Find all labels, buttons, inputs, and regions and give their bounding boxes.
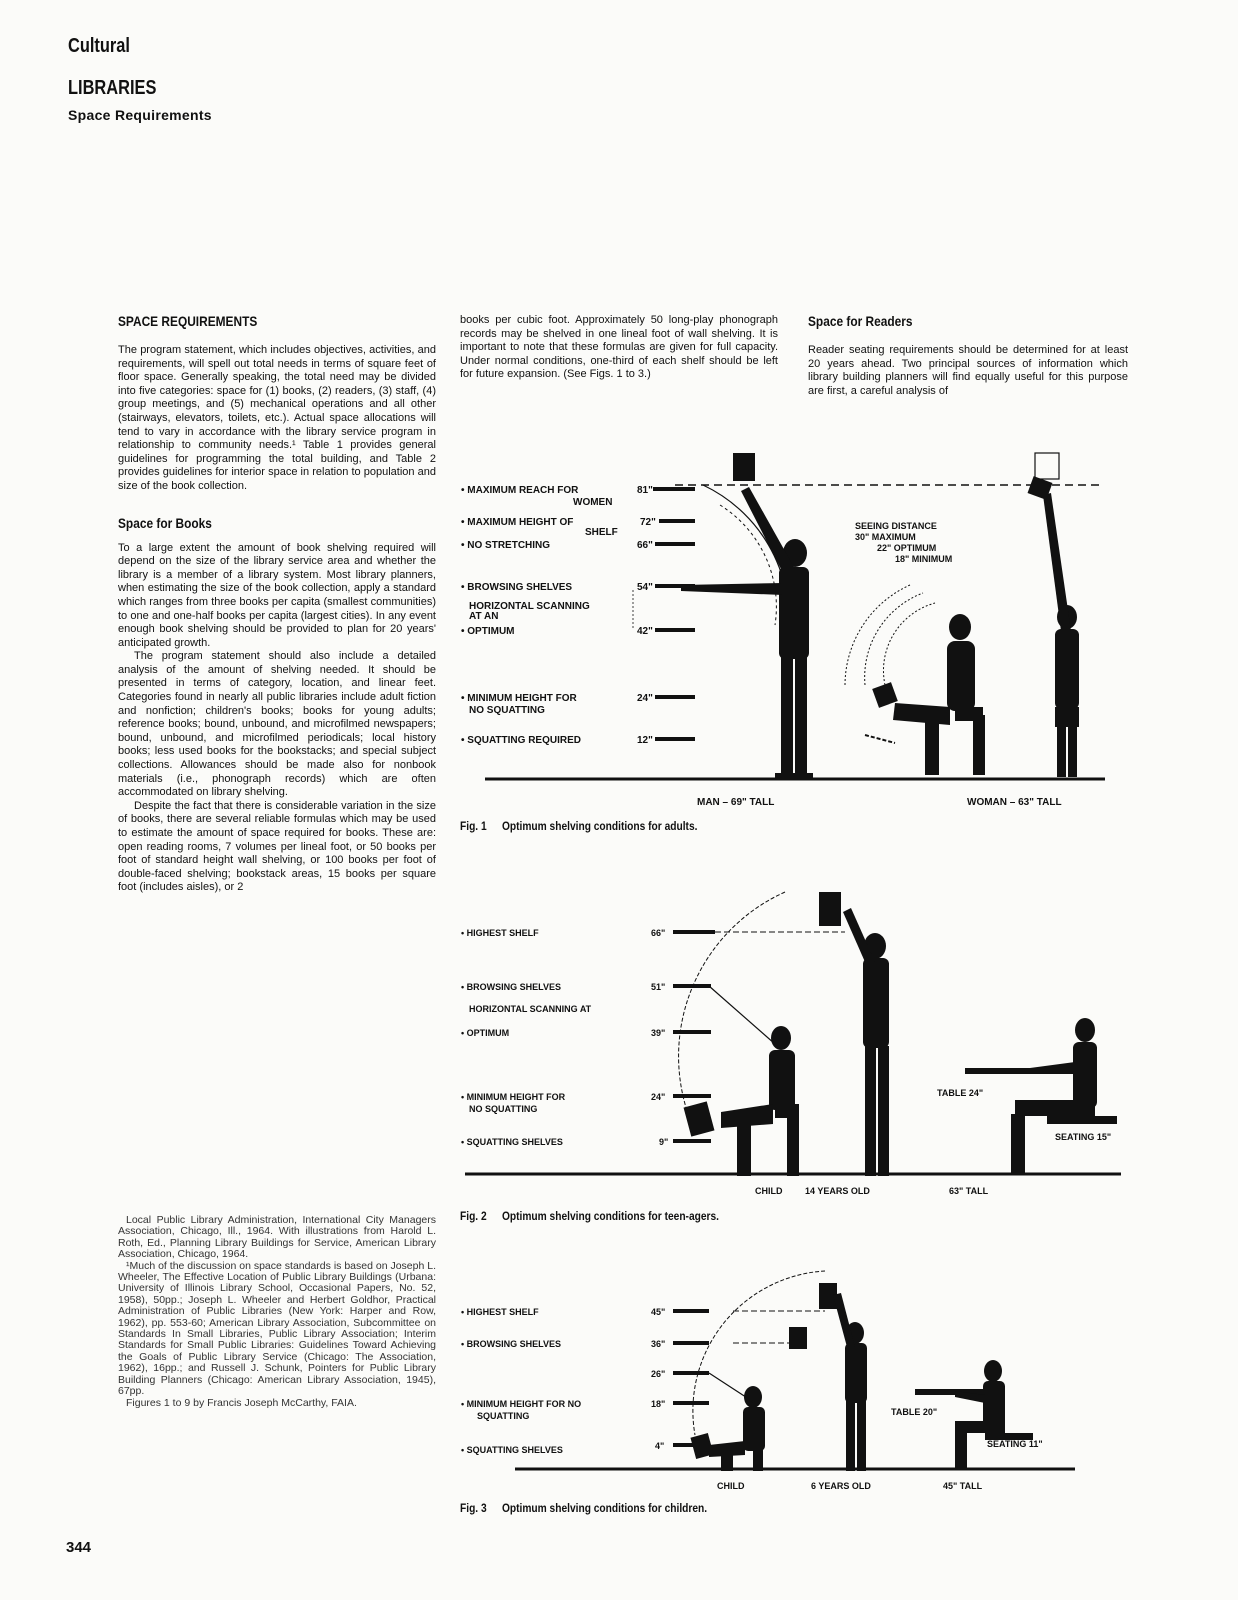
label-no-squatting: NO SQUATTING [469,705,545,716]
seeing-arc-3 [883,603,935,685]
child-silhouette [833,1293,867,1471]
label-squatting-required: • SQUATTING REQUIRED [461,735,581,746]
dim-26: 26" [651,1369,666,1379]
book-icon [819,892,841,926]
teen-silhouette [843,908,889,1176]
label-shelf: SHELF [585,527,618,538]
label-no-squatting: NO SQUATTING [469,1104,538,1114]
table-label: TABLE 20" [891,1407,938,1417]
kneeling-child-silhouette [684,1026,799,1176]
label-squatting-shelves: • SQUATTING SHELVES [461,1445,563,1455]
heading-space-for-readers: Space for Readers [808,313,913,329]
child-label: CHILD [717,1481,745,1491]
label-no-stretching: • NO STRETCHING [461,540,551,551]
book-outline-icon [1035,453,1059,479]
column-3 [808,314,1128,398]
paragraph: The program statement should also include a detailed analysis of the amount of shelving needed. It should be presented in terms of category, location, and linear feet. Categories found in nearly all public libraries include adult fiction and nonfiction; children's books; books for young adults; reference books; bound, unbound, and microfilmed newspapers; bound, unbound, and microfilmed periodicals; local history books; less used books for the bookstacks; and special subject collections. Allowances should be made also for nonbook materials (i.e., phonograph records) which are often accommodated on library shelving. [118,650,436,799]
dim-72: 72" [640,517,656,528]
woman-silhouette [1028,476,1079,777]
dim-24: 24" [651,1092,666,1102]
label-min-height: • MINIMUM HEIGHT FOR [461,693,577,704]
dim-42: 42" [637,626,653,637]
paragraph: Reader seating requirements should be determined for at least 20 years ahead. Two principal sources of information which library building planners will find equally useful for this purpose are first, a careful analysis of [808,344,1128,397]
dim-4: 4" [655,1441,665,1451]
seating-label: SEATING 11" [987,1439,1043,1449]
dim-18: 18" [651,1399,666,1409]
label-optimum: • OPTIMUM [461,1028,510,1038]
dim-24: 24" [637,693,653,704]
shelf-markers [673,1311,709,1445]
seeing-max: 30" MAXIMUM [855,532,916,542]
dim-66: 66" [637,540,653,551]
caption-number: Fig. 3 [460,1501,487,1515]
heading-space-for-books: Space for Books [118,514,212,531]
seeing-arc-2 [865,593,923,685]
paragraph: To a large extent the amount of book shelving required will depend on the size of the library service area and whether the library is a member of a library system. Most library planners, when estimating the size of the book collection, apply a standard which ranges from three books per capita (smallest communities) to one and one-half books per capita (largest cities). In any event enough book shelving should be provided to plan for 20 years' anticipated growth. [118,541,436,649]
footnote: ¹Much of the discussion on space standards is based on Joseph L. Wheeler, The Effective Location of Public Library Buildings (Urbana: University of Illinois Library School, Occasional Papers, No. 52, 1958), 50pp.; Joseph L. Wheeler and Herbert Goldhor, Practical Administration of Public Libraries (New York: Harper and Row, 1962), pp. 553-60; American Library Association, Subcommittee on Standards In Small Libraries, Public Library Association; Interim Standards for Small Public Libraries: Guidelines Toward Achieving the Goals of Public Library Service (Chicago: The Association, 1962), 16pp.; and Russell J. Schunk, Pointers for Public Library Building Planners (Chicago: American Library Association, 1945), 67pp. [118,1259,436,1398]
label-min-height: • MINIMUM HEIGHT FOR [461,1092,566,1102]
label-min-height: • MINIMUM HEIGHT FOR NO [461,1399,582,1409]
figure-3-illustration [455,1265,1095,1501]
dim-66: 66" [651,928,666,938]
figure-2-caption [460,1210,719,1222]
dim-45: 45" [651,1307,666,1317]
paragraph: books per cubic foot. Approximately 50 long-play phonograph records may be shelved in one lineal foot of wall shelving. It is important to note that these formulas are given for full capacity. Under normal conditions, one-third of each shelf should be left for future expansion. (See Figs. 1 to 3.) [460,314,778,381]
table-label: TABLE 24" [937,1088,984,1098]
woman-height: WOMAN – 63" TALL [967,797,1062,808]
label-highest: • HIGHEST SHELF [461,928,539,938]
heading-space-requirements: SPACE REQUIREMENTS [118,313,258,329]
caption-text: Optimum shelving conditions for children. [501,1501,708,1515]
page-subtitle: Space Requirements [68,107,212,123]
man-silhouette [681,487,813,779]
age-label: 6 YEARS OLD [811,1481,871,1491]
label-at-an: AT AN [469,611,499,622]
label-browsing: • BROWSING SHELVES [461,1339,561,1349]
dim-12: 12" [637,735,653,746]
child-label: CHILD [755,1186,783,1196]
seeing-opt: 22" OPTIMUM [877,543,937,553]
page-title: LIBRARIES [68,77,157,99]
kneeling-child-silhouette [690,1386,765,1471]
label-highest: • HIGHEST SHELF [461,1307,539,1317]
figure-3-caption [460,1502,707,1514]
dim-36: 36" [651,1339,666,1349]
caption-text: Optimum shelving conditions for adults. [501,819,698,833]
book-icon-2 [789,1327,807,1349]
seeing-arc-1 [845,585,910,685]
label-horizontal: HORIZONTAL SCANNING AT [469,1004,592,1014]
caption-number: Fig. 1 [460,819,487,833]
seeing-title: SEEING DISTANCE [855,521,937,531]
man-height: MAN – 69" TALL [697,797,775,808]
dim-39: 39" [651,1028,666,1038]
tall-label: 45" TALL [943,1481,983,1491]
dim-54: 54" [637,582,653,593]
figure-3 [455,1265,1095,1501]
caption-number: Fig. 2 [460,1209,487,1223]
label-browsing: • BROWSING SHELVES [461,982,561,992]
dim-51: 51" [651,982,666,992]
figure-2-illustration [455,872,1135,1202]
label-browsing: • BROWSING SHELVES [461,582,573,593]
paragraph: The program statement, which includes objectives, activities, and requirements, will spell out total needs in terms of square feet of floor space. Generally speaking, the total need may be divided into five categories: space for (1) books, (2) readers, (3) staff, (4) group meetings, and (5) mechanical operations and all other (stairways, elevators, toilets, etc.). Actual space allocations will tend to vary in accordance with the library service program in relationship to community needs.¹ Table 1 provides general guidelines for programming the total building, and Table 2 provides guidelines for interior space in relation to population and size of the book collection. [118,344,436,492]
figure-1-illustration [455,445,1115,815]
page-number: 344 [66,1539,92,1556]
seeing-min: 18" MINIMUM [895,554,953,564]
label-horizontal: HORIZONTAL SCANNING [469,601,590,612]
paragraph: Despite the fact that there is considerable variation in the size of books, there are several reliable formulas which may be used to estimate the amount of space required for books. These are: open reading rooms, 7 volumes per lineal foot, or 50 books per foot of standard height wall shelving, or 100 books per foot of double-faced shelving; bookstack areas, 15 books per square foot (includes aisles), or 2 [118,799,436,894]
label-optimum: • OPTIMUM [461,626,515,637]
low-shelf [865,735,895,743]
figure-1 [455,445,1115,815]
footnotes [118,1215,436,1409]
figure-1-caption [460,820,697,832]
dim-9: 9" [659,1137,669,1147]
reach-arc [703,485,789,655]
label-women: WOMEN [573,497,613,508]
label-max-height: • MAXIMUM HEIGHT OF [461,517,574,528]
column-2 [460,314,778,382]
seating-label: SEATING 15" [1055,1132,1112,1142]
column-1 [118,314,436,895]
seat [1047,1116,1117,1124]
sightline [709,986,775,1044]
label-max-reach: • MAXIMUM REACH FOR [461,485,579,496]
kneeling-man-silhouette [872,614,985,775]
shelf-markers [653,489,695,739]
tall-label: 63" TALL [949,1186,989,1196]
label-squatting-shelves: • SQUATTING SHELVES [461,1137,563,1147]
figure-2 [455,872,1135,1202]
book-icon [733,453,755,481]
age-label: 14 YEARS OLD [805,1186,870,1196]
seated-child-silhouette [955,1360,1005,1469]
source-note: Local Public Library Administration, International City Managers Association, Chicago, Ill., 1964. With illustrations from Harold L. Roth, Ed., Planning Library Buildings for Service, American Library Association, Chicago, 1964. [118,1214,436,1261]
caption-text: Optimum shelving conditions for teen-agers. [501,1209,720,1223]
dim-81: 81" [637,485,653,496]
seated-teen-silhouette [1011,1018,1097,1174]
section-label: Cultural [68,35,130,57]
label-no-squatting: SQUATTING [477,1411,530,1421]
figure-credit: Figures 1 to 9 by Francis Joseph McCarthy, FAIA. [126,1396,357,1409]
